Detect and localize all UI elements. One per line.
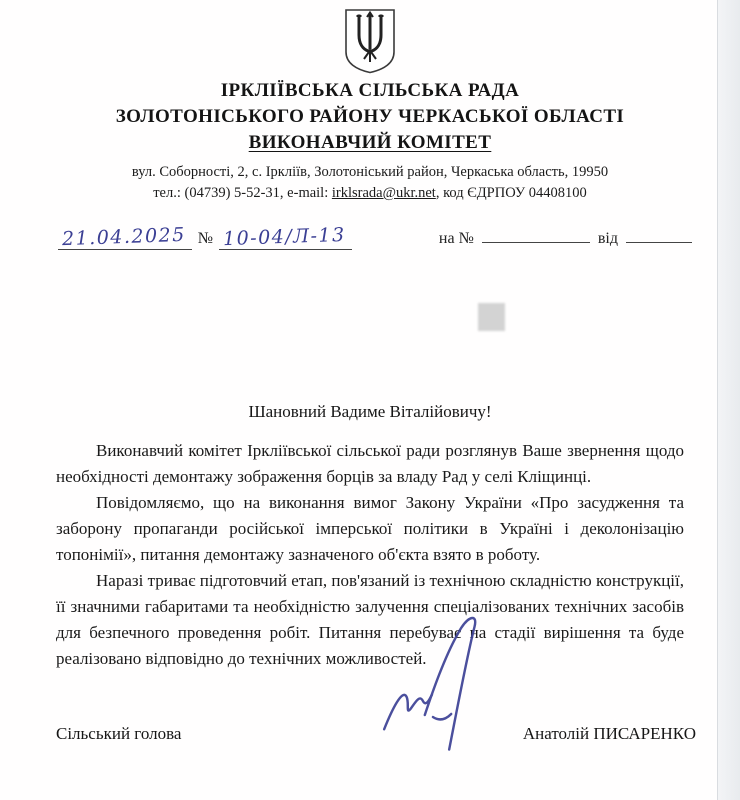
org-contact-line xyxy=(0,183,740,204)
paragraph-2: Повідомляємо, що на виконання вимог Закону України «Про засудження та заборону пропаганди російської імперської політики в Україні і деколонізацію топонімії», питання демонтажу зазначеного об'єкта взято в роботу. xyxy=(56,493,684,564)
signer-name: Анатолій ПИСАРЕНКО xyxy=(522,724,696,743)
reply-date-blank xyxy=(626,242,692,243)
reference-row xyxy=(58,223,692,251)
incoming-reference xyxy=(439,230,692,250)
org-address-block xyxy=(0,162,740,204)
reply-to-label: на № xyxy=(438,230,474,247)
org-name-line3: ВИКОНАВЧИЙ КОМІТЕТ xyxy=(248,132,492,153)
handwritten-number: 10-04/Л-13 xyxy=(222,223,347,251)
reply-number-blank xyxy=(482,242,590,243)
ukraine-trident-emblem-icon xyxy=(342,8,398,74)
paragraph-1: Виконавчий комітет Іркліївської сільської ради розглянув Ваше звернення щодо необхідності демонтажу зображення борців за владу Рад у селі Кліщинці. xyxy=(56,441,684,486)
reply-from-label: від xyxy=(597,230,618,247)
org-email-text: irklsrada@ukr.net xyxy=(331,185,436,201)
handwritten-signature xyxy=(372,614,504,754)
org-name-line2: ЗОЛОТОНІСЬКОГО РАЙОНУ ЧЕРКАСЬКОЇ ОБЛАСТІ xyxy=(115,106,625,127)
scan-page-edge xyxy=(717,0,740,800)
handwritten-date: 21.04.2025 xyxy=(61,223,187,251)
letter-body xyxy=(56,438,684,672)
org-name-line1: ІРКЛІЇВСЬКА СІЛЬСЬКА РАДА xyxy=(220,80,520,101)
outgoing-number-field xyxy=(219,223,352,251)
org-address-line: вул. Соборності, 2, с. Іркліїв, Золотоніський район, Черкаська область, 19950 xyxy=(131,164,609,180)
org-phone-text: тел.: (04739) 5-52-31, e-mail: xyxy=(153,185,332,201)
outgoing-date-field xyxy=(58,223,192,251)
org-code-text: , код ЄДРПОУ 04408100 xyxy=(435,185,587,201)
salutation: Шановний Вадиме Віталійовичу! xyxy=(248,402,492,421)
number-sign: № xyxy=(197,230,214,247)
redacted-blur-square xyxy=(478,303,505,331)
paragraph-3: Наразі триває підготовчий етап, пов'язаний із технічною складністю конструкції, її значними габаритами та необхідністю залучення спеціалізованих технічних засобів для безпечного проведення робіт. Питання перебуває на стадії вирішення та буде реалізовано відповідно до технічних можливостей. xyxy=(56,571,684,668)
signer-position-title: Сільський голова xyxy=(56,724,182,743)
outgoing-reference xyxy=(58,223,352,251)
